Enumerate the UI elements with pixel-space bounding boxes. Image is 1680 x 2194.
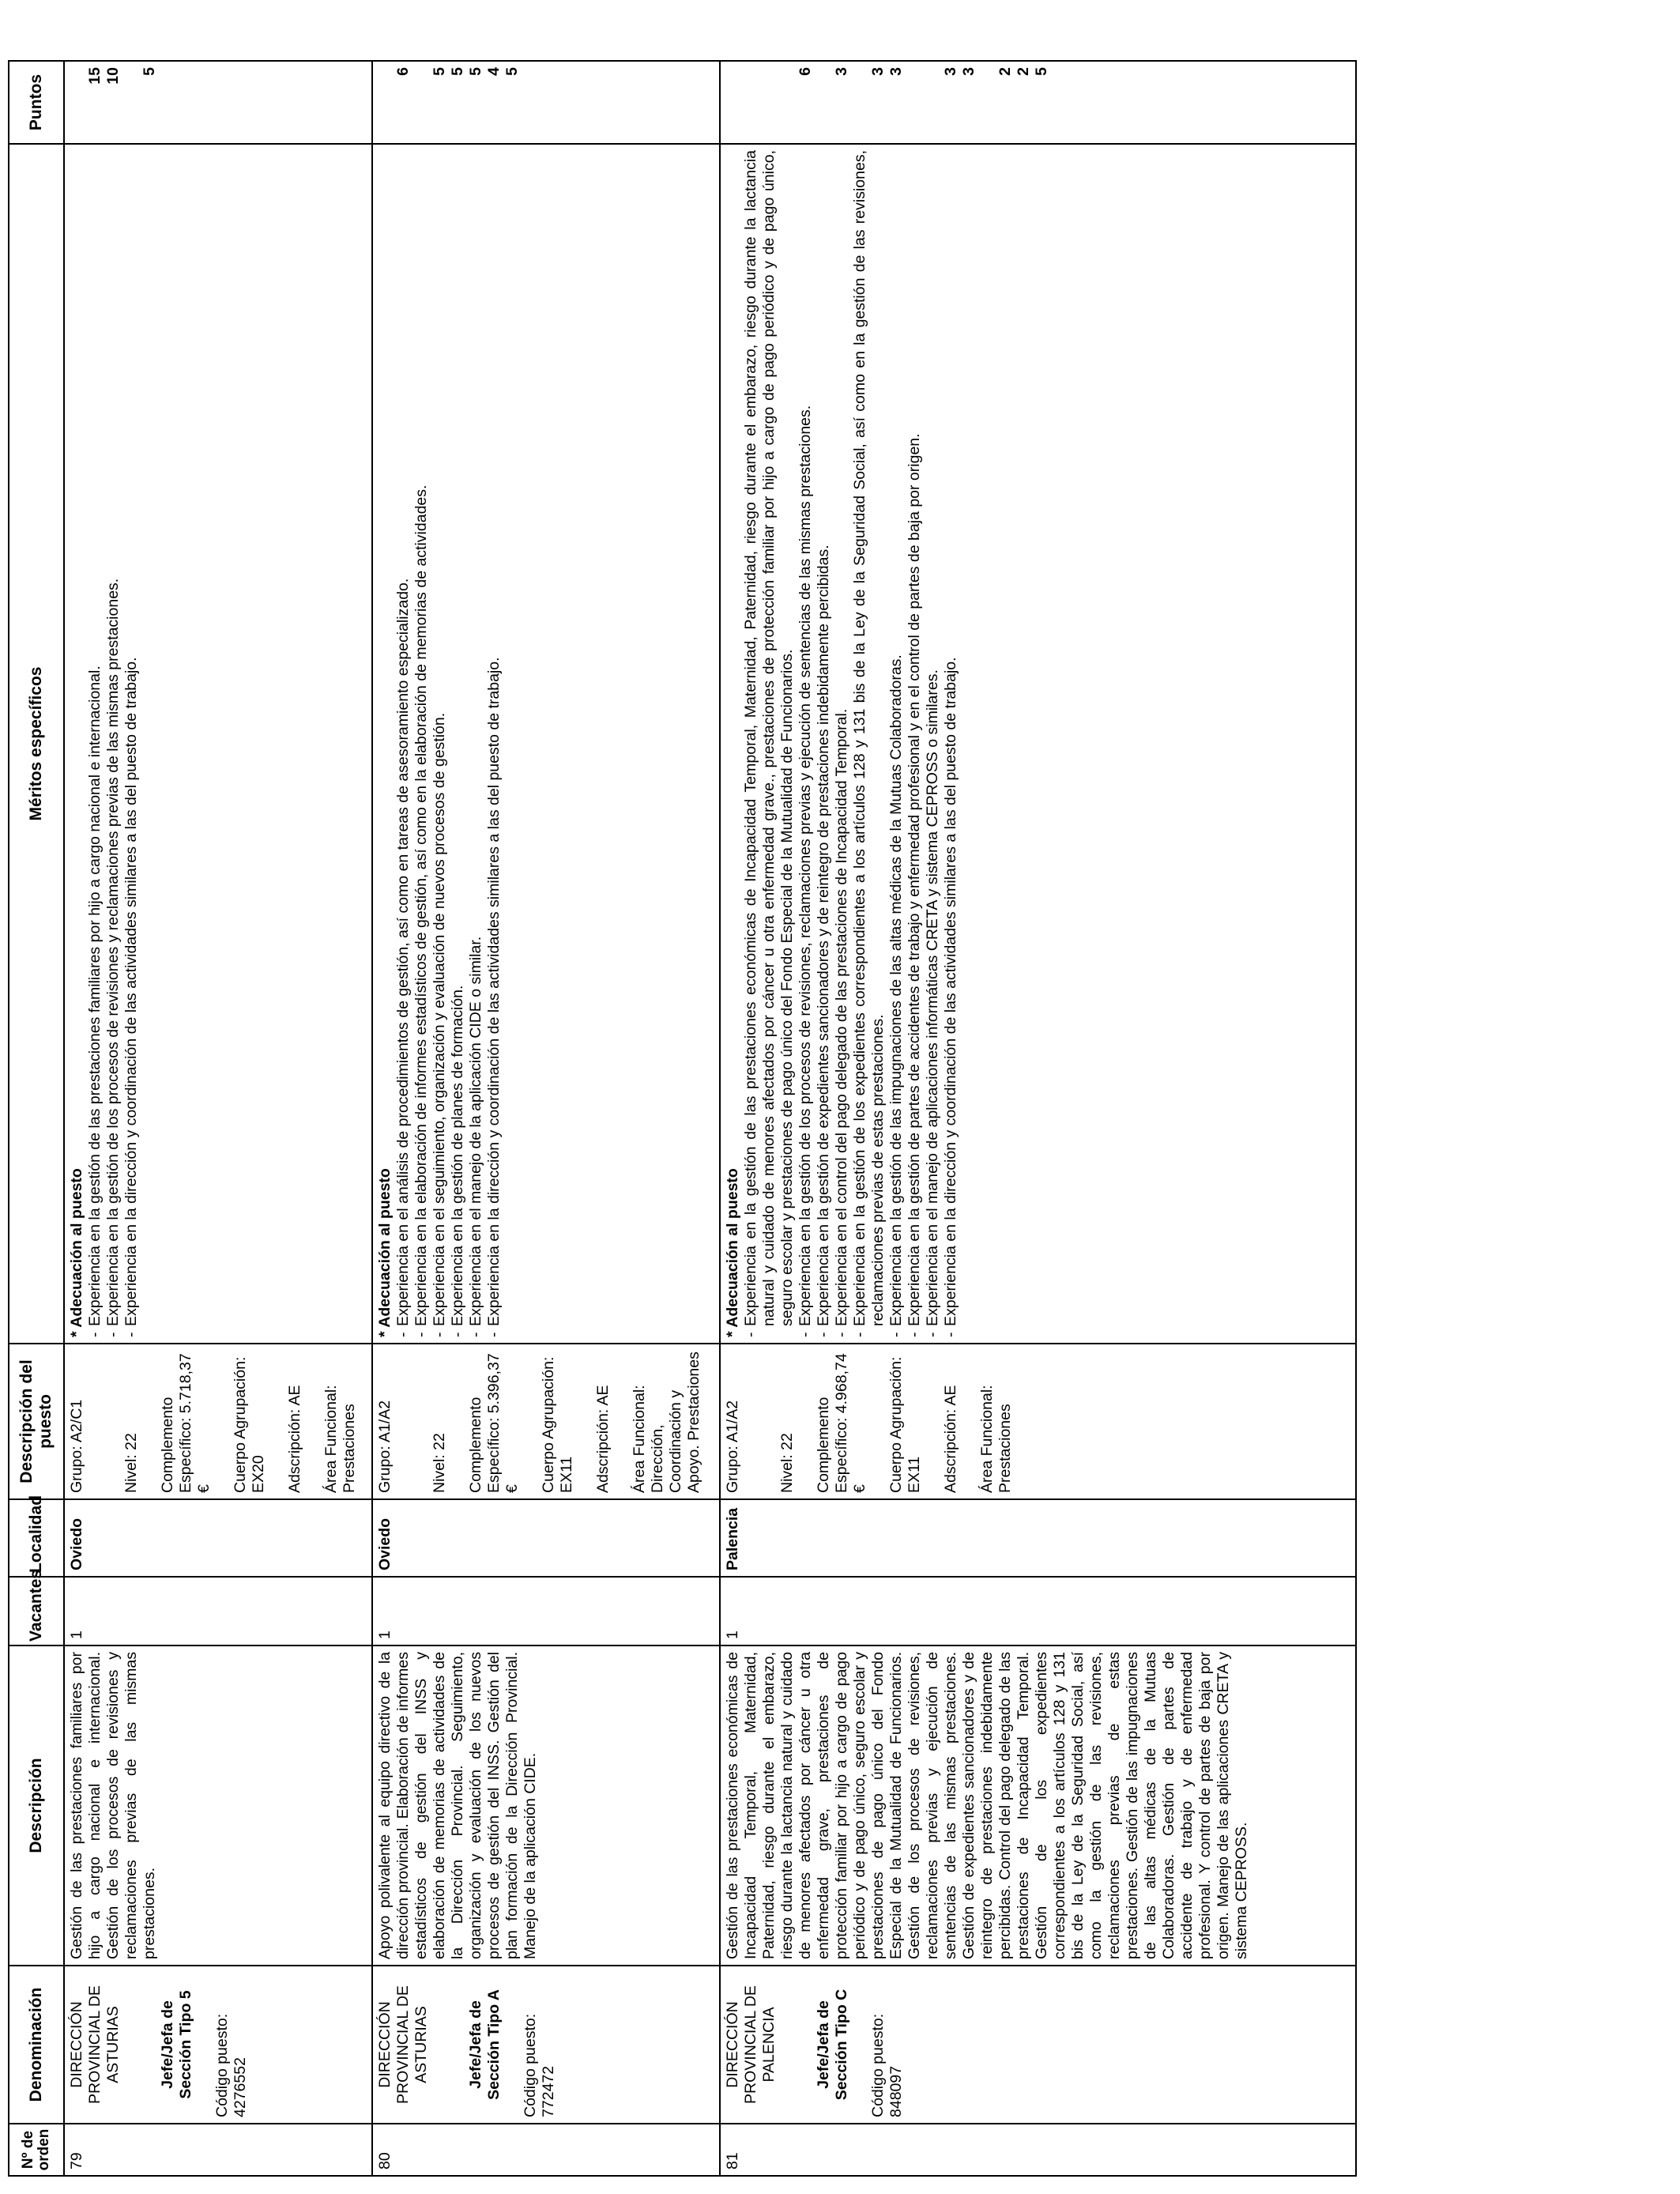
cell-vacantes: 1 [372,1577,720,1646]
merit-item: - Experiencia en el control del pago delegado de las prestaciones de Incapacidad Temporal. [833,150,851,1337]
cell-meritos [720,144,1356,1344]
denom-org: DIRECCIÓN PROVINCIAL DE PALENCIA [724,1985,778,2104]
cell-meritos [64,144,372,1344]
merit-item: - Experiencia en la gestión de los procesos de revisiones, reclamaciones previas y ejecución de sentencias de las mismas prestaciones. [797,150,815,1337]
merit-title: * Adecuación al puesto [724,1168,741,1337]
denom-puesto: Jefe/Jefa de Sección Tipo A [467,1989,503,2100]
merit-points: 3 [833,67,850,76]
merit-item: - Experiencia en la gestión de las prestaciones familiares por hijo a cargo nacional e internacional. [86,150,104,1337]
merit-points: 3 [869,67,887,76]
merit-item: - Experiencia en la elaboración de informes estadísticos de gestión, así como en la elaboración de memorias de actividades. [412,150,431,1337]
merit-item: - Experiencia en la dirección y coordinación de las actividades similares a las del puesto de trabajo. [942,150,960,1337]
table-row [372,61,720,2176]
merit-points: 6 [394,67,412,76]
merit-item: - Experiencia en el seguimiento, organización y evaluación de nuevos procesos de gestión. [431,150,449,1337]
puesto-adscripcion: Adscripción: AE [594,1385,612,1493]
header-puntos: Puntos [9,61,64,144]
merit-points: 5 [1033,67,1050,76]
puesto-grupo: Grupo: A1/A2 [724,1400,741,1493]
cell-orden: 81 [720,2124,1356,2176]
denom-codigo: Código puesto: 4276552 [213,2013,249,2117]
merit-points: 5 [449,67,466,76]
cell-descripcion-puesto [372,1344,720,1499]
denom-codigo: Código puesto: 848097 [869,2013,905,2117]
denom-org: DIRECCIÓN PROVINCIAL DE ASTURIAS [68,1985,122,2104]
header-descripcion-puesto: Descripción del puesto [9,1344,64,1499]
merit-points: 5 [141,67,158,76]
merit-points: 3 [942,67,959,76]
denom-org: DIRECCIÓN PROVINCIAL DE ASTURIAS [376,1985,430,2104]
puesto-complemento: Complemento Específico: 5.396,37 € [467,1353,521,1493]
merit-item: - Experiencia en la gestión de los procesos de revisiones y reclamaciones previas de las mismas prestaciones. [104,150,122,1337]
cell-descripcion: Gestión de las prestaciones económicas de Incapacidad Temporal, Maternidad, Paternidad, riesgo durante el embarazo, riesgo durante la lactancia natural y cuidado de menores afectados por cáncer u otra enfermedad grave, prestaciones de protección familiar por hijo a cargo de pago periódico y de pago único, seguro escolar y prestaciones de pago único del Fondo Especial de la Mutualidad de Funcionarios. Gestión de los procesos de revisiones, reclamaciones previas y ejecución de sentencias de las mismas prestaciones. Gestión de expedientes sancionadores y de reintegro de prestaciones indebidamente percibidas. Control del pago delegado de las prestaciones de Incapacidad Temporal. Gestión de los expedientes correspondientes a los artículos 128 y 131 bis de la Ley de la Seguridad Social, así como la gestión de las revisiones, reclamaciones previas de estas prestaciones. Gestión de las impugnaciones de las altas médicas de la Mutuas Colaboradoras. Gestión de partes de accidente de trabajo y de enfermedad profesional. Y control de partes de baja por origen. Manejo de las aplicaciones CRETA y sistema CEPROSS. [720,1646,1356,1966]
table-row [720,61,1356,2176]
header-orden: Nº de orden [9,2124,64,2176]
table-row [64,61,372,2176]
cell-descripcion-puesto [720,1344,1356,1499]
merit-points: 5 [467,67,484,76]
merit-points: 2 [996,67,1014,76]
puesto-cuerpo: Cuerpo Agrupación: EX20 [232,1356,267,1493]
cell-orden: 80 [372,2124,720,2176]
puesto-nivel: Nivel: 22 [122,1433,140,1493]
cell-puntos [64,61,372,144]
header-vacantes: Vacantes [9,1577,64,1646]
merit-points: 4 [485,67,503,76]
merit-item: - Experiencia en la dirección y coordinación de las actividades similares a las del puesto de trabajo. [122,150,141,1337]
merit-points: 5 [431,67,448,76]
cell-localidad: Oviedo [64,1499,372,1577]
merit-item: - Experiencia en la dirección y coordinación de las actividades similares a las del puesto de trabajo. [485,150,503,1337]
merit-points: 3 [960,67,977,76]
cell-descripcion: Gestión de las prestaciones familiares por hijo a cargo nacional e internacional. Gestión de los procesos de revisiones y reclamaciones previas de las mismas prestaciones. [64,1646,372,1966]
puesto-cuerpo: Cuerpo Agrupación: EX11 [540,1356,575,1493]
puesto-nivel: Nivel: 22 [778,1433,796,1493]
merit-points: 2 [1015,67,1032,76]
header-denominacion: Denominación [9,1966,64,2124]
merit-item: - Experiencia en el manejo de la aplicación CIDE o similar. [467,150,485,1337]
puesto-area: Área Funcional: Prestaciones [322,1385,358,1493]
cell-localidad: Palencia [720,1499,1356,1577]
cell-localidad: Oviedo [372,1499,720,1577]
header-row [9,61,64,2176]
merit-title: * Adecuación al puesto [68,1168,85,1337]
cell-descripcion: Apoyo polivalente al equipo directivo de la dirección provincial. Elaboración de informes estadísticos de gestión del INSS y elaboración de memorias de actividades de la Dirección Provincial. Seguimiento, organización y evaluación de los nuevos procesos de gestión del INSS. Gestión del plan formación de la Dirección Provincial. Manejo de la aplicación CIDE. [372,1646,720,1966]
cell-meritos [372,144,720,1344]
puesto-grupo: Grupo: A2/C1 [68,1399,85,1493]
vacancies-table [8,60,1357,2177]
merit-item: - Experiencia en la gestión de las prestaciones económicas de Incapacidad Temporal, Maternidad, Paternidad, riesgo durante el embarazo, riesgo durante la lactancia natural y cuidado de menores afectados por cáncer u otra enfermedad grave., prestaciones de protección familiar por hijo a cargo de pago periódico y de pago único, seguro escolar y prestaciones de pago único del Fondo Especial de la Mutualidad de Funcionarios. [742,150,797,1337]
cell-denominacion [720,1966,1356,2124]
puesto-complemento: Complemento Específico: 4.968,74 € [815,1353,868,1493]
merit-points: 15 [86,67,104,85]
puesto-area: Área Funcional: Prestaciones [978,1385,1014,1493]
header-meritos: Méritos específicos [9,144,64,1344]
denom-puesto: Jefe/Jefa de Sección Tipo 5 [159,1990,194,2099]
header-descripcion: Descripción [9,1646,64,1966]
merit-item: - Experiencia en el análisis de procedimientos de gestión, así como en tareas de asesoramiento especializado. [394,150,412,1337]
merit-item: - Experiencia en la gestión de los expedientes correspondientes a los artículos 128 y 131 bis de la Ley de la Seguridad Social, así como en la gestión de las revisiones, reclamaciones previas de estas prestaciones. [851,150,887,1337]
puesto-adscripcion: Adscripción: AE [286,1385,303,1493]
denom-puesto: Jefe/Jefa de Sección Tipo C [815,1989,850,2101]
puesto-adscripcion: Adscripción: AE [942,1385,959,1493]
merit-item: - Experiencia en la gestión de planes de formación. [449,150,467,1337]
puesto-grupo: Grupo: A1/A2 [376,1400,394,1493]
merit-points: 6 [797,67,814,76]
merit-points: 5 [503,67,521,76]
puesto-cuerpo: Cuerpo Agrupación: EX11 [887,1356,923,1493]
cell-puntos [372,61,720,144]
merit-title: * Adecuación al puesto [376,1168,394,1337]
merit-item: - Experiencia en la gestión de las impugnaciones de las altas médicas de la Mutuas Colaboradoras. [887,150,906,1337]
merit-points: 10 [104,67,122,85]
cell-vacantes: 1 [720,1577,1356,1646]
merit-points: 3 [887,67,905,76]
merit-item: - Experiencia en la gestión de partes de accidentes de trabajo y enfermedad profesional y en el control de partes de baja por origen. [906,150,924,1337]
merit-item: - Experiencia en la gestión de expedientes sancionadores y de reintegro de prestaciones indebidamente percibidas. [815,150,833,1337]
puesto-complemento: Complemento Específico: 5.718,37 € [159,1353,213,1493]
puesto-area: Área Funcional: Dirección, Coordinación y Apoyo. Prestaciones [631,1351,703,1493]
puesto-nivel: Nivel: 22 [431,1433,448,1493]
cell-denominacion [64,1966,372,2124]
cell-vacantes: 1 [64,1577,372,1646]
cell-descripcion-puesto [64,1344,372,1499]
denom-codigo: Código puesto: 772472 [522,2013,557,2117]
cell-puntos [720,61,1356,144]
merit-item: - Experiencia en el manejo de aplicaciones informáticas CRETA y sistema CEPROSS o similares. [924,150,942,1337]
header-localidad: Localidad [9,1499,64,1577]
cell-orden: 79 [64,2124,372,2176]
cell-denominacion [372,1966,720,2124]
